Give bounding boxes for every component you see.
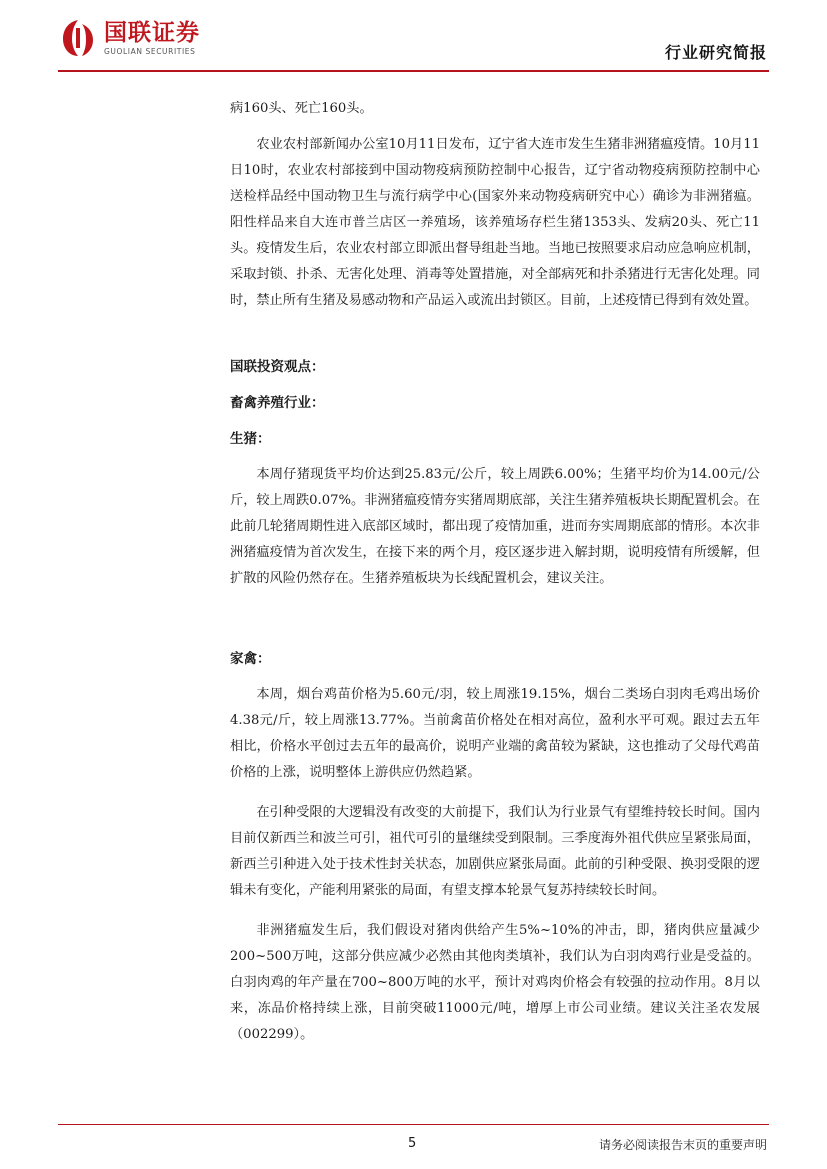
footer-disclaimer: 请务必阅读报告末页的重要声明 [598,1138,767,1152]
heading-livestock-industry: 畜禽养殖行业： [230,395,325,411]
guolian-logo-icon [60,18,96,58]
page-number: 5 [408,1136,417,1151]
heading-poultry: 家禽： [230,651,271,667]
heading-hogs: 生猪： [230,431,271,447]
logo-english-name: GUOLIAN SECURITIES [104,46,196,56]
paragraph-poultry-prices: 本周，烟台鸡苗价格为5.60元/羽，较上周涨19.15%，烟台二类场白羽肉毛鸡出场价4.38元/斤，较上周涨13.77%。当前禽苗价格处在相对高位，盈利水平可观。跟过去五年相比，价格水平创过去五年的最高价，说明产业端的禽苗较为紧缺，这也推动了父母代鸡苗价格的上涨，说明整体上游供应仍然趋紧。 [230,687,760,780]
heading-investment-view: 国联投资观点： [230,359,325,375]
company-logo [60,18,200,58]
main-content [230,96,760,1048]
logo-chinese-name: 国联证券 [104,19,200,46]
paragraph-outbreak-report: 农业农村部新闻办公室10月11日发布，辽宁省大连市发生生猪非洲猪瘟疫情。10月11日10时，农业农村部接到中国动物疫病预防控制中心报告，辽宁省动物疫病预防控制中心送检样品经中国动物卫生与流行病学中心(国家外来动物疫病研究中心）确诊为非洲猪瘟。阳性样品来自大连市普兰店区一养殖场，该养殖场存栏生猪1353头、发病20头、死亡11头。疫情发生后，农业农村部立即派出督导组赴当地。当地已按照要求启动应急响应机制，采取封锁、扑杀、无害化处理、消毒等处置措施，对全部病死和扑杀猪进行无害化处理。同时，禁止所有生猪及易感动物和产品运入或流出封锁区。目前，上述疫情已得到有效处置。 [230,137,760,308]
footer-divider [58,1124,769,1125]
page-header [0,0,827,80]
document-type: 行业研究简报 [664,43,767,62]
paragraph-poultry-outlook: 非洲猪瘟发生后，我们假设对猪肉供给产生5%~10%的冲击，即，猪肉供应量减少200~500万吨，这部分供应减少必然由其他肉类填补，我们认为白羽肉鸡行业是受益的。白羽肉鸡的年产量在700~800万吨的水平，预计对鸡肉价格会有较强的拉动作用。8月以来，冻品价格持续上涨，目前突破11000元/吨，增厚上市公司业绩。建议关注圣农发展（002299）。 [230,923,760,1042]
paragraph-hogs: 本周仔猪现货平均价达到25.83元/公斤，较上周跌6.00%；生猪平均价为14.00元/公斤，较上周跌0.07%。非洲猪瘟疫情夯实猪周期底部，关注生猪养殖板块长期配置机会。在此前几轮猪周期性进入底部区域时，都出现了疫情加重，进而夯实周期底部的情形。本次非洲猪瘟疫情为首次发生，在接下来的两个月，疫区逐步进入解封期，说明疫情有所缓解，但扩散的风险仍然存在。生猪养殖板块为长线配置机会，建议关注。 [230,467,760,586]
header-divider [58,70,769,72]
paragraph-poultry-supply: 在引种受限的大逻辑没有改变的大前提下，我们认为行业景气有望维持较长时间。国内目前仅新西兰和波兰可引，祖代可引的量继续受到限制。三季度海外祖代供应呈紧张局面，新西兰引种进入处于技术性封关状态，加剧供应紧张局面。此前的引种受限、换羽受限的逻辑未有变化，产能利用紧张的局面，有望支撑本轮景气复苏持续较长时间。 [230,805,760,898]
paragraph-continuation: 病160头、死亡160头。 [230,101,373,116]
